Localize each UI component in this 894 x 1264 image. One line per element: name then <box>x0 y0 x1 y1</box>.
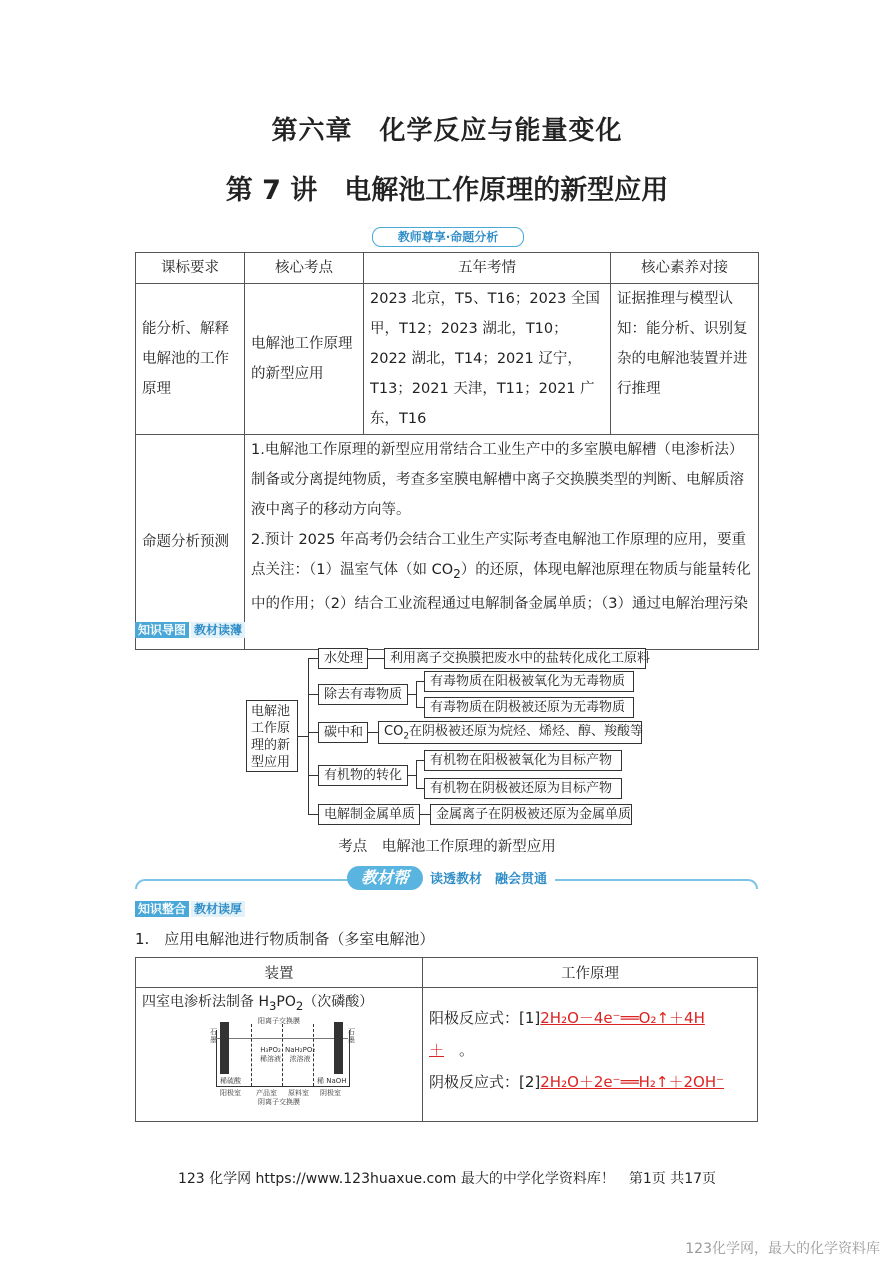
banner-text: 读透教材 融会贯通 <box>430 872 548 887</box>
anion-membrane-label: 阴离子交换膜 <box>258 1097 300 1106</box>
leaf-carbon-1: $CO_2$在阴极被还原为烷烃、烯烃、醇、羧酸等 <box>378 721 642 744</box>
teacher-badge: 教师尊享·命题分析 <box>372 227 524 247</box>
anode-solution: 稀硫酸 <box>220 1076 241 1085</box>
cathode-reaction: 阴极反应式：[2]2H₂O＋2e⁻══H₂↑＋2OH⁻ <box>429 1073 725 1091</box>
header-point: 核心考点 <box>245 253 364 284</box>
header-literacy: 核心素养对接 <box>611 253 759 284</box>
cell-exams: 2023 北京，T5、T16；2023 全国甲，T12；2023 湖北，T10；2022 湖北，T14；2021 辽宁，T13；2021 天津，T11；2021 广东，T16 <box>364 284 611 435</box>
left-electrode <box>220 1022 229 1074</box>
room-raw: 原料室 <box>288 1088 309 1097</box>
cell-device <box>136 988 423 1122</box>
membrane-2 <box>282 1024 283 1086</box>
anode-reaction: 阳极反应式：[1]2H₂O－4e⁻══O₂↑＋4H <box>429 1009 705 1027</box>
header-device: 装置 <box>136 958 423 988</box>
branch-carbon: 碳中和 <box>318 722 368 743</box>
leaf-organic-1: 有机物在阳极被氧化为目标产物 <box>424 750 622 771</box>
knowledge-integration-tag: 知识整合 教材读厚 <box>135 901 245 917</box>
cell-principle <box>423 988 758 1122</box>
section-1-title: 1. 应用电解池进行物质制备（多室电解池） <box>135 930 435 948</box>
cell-point: 电解池工作原理的新型应用 <box>245 284 364 435</box>
predict-1: 1.电解池工作原理的新型应用常结合工业生产中的多室膜电解槽（电渗析法）制备或分离提纯物质，考查多室膜电解槽中离子交换膜类型的判断、电解质溶液中离子的移动方向等。 <box>251 442 744 518</box>
branch-organic: 有机物的转化 <box>318 765 408 786</box>
cell-predict-label: 命题分析预测 <box>136 435 245 650</box>
cation-membrane-label: 阳离子交换膜 <box>258 1016 300 1025</box>
cell-req: 能分析、解释电解池的工作原理 <box>136 284 245 435</box>
kaodian-heading: 考点 电解池工作原理的新型应用 <box>338 839 556 855</box>
membrane-1 <box>251 1024 252 1086</box>
branch-toxic: 除去有毒物质 <box>318 684 408 705</box>
chapter-title: 第六章 化学反应与能量变化 <box>271 116 623 146</box>
anode-reaction-cont: ＋ 。 <box>429 1041 475 1059</box>
predict-2: 2.预计 2025 年高考仍会结合工业生产实际考查电解池工作原理的应用，要重点关注：（1）温室气体（如 $CO_2$）的还原，体现电解池原理在物质与能量转化中的作用；（2）结合工业流程通过电解制备金属单质；（3）通过电解治理污染 <box>251 532 751 612</box>
leaf-toxic-1: 有毒物质在阳极被氧化为无毒物质 <box>424 671 634 692</box>
electrolysis-cell-diagram <box>208 1016 358 1108</box>
raw-solution: NaH₂PO₂ 浓溶液 <box>285 1045 316 1063</box>
leaf-water-1: 利用离子交换膜把废水中的盐转化成化工原料 <box>384 648 646 669</box>
leaf-toxic-2: 有毒物质在阴极被还原为无毒物质 <box>424 697 634 718</box>
banner-logo: 教材帮 <box>347 866 423 890</box>
room-cathode: 阴极室 <box>320 1088 341 1097</box>
lecture-title: 第 7 讲 电解池工作原理的新型应用 <box>225 175 669 206</box>
left-electrode-label: 石墨 <box>210 1027 217 1044</box>
branch-water: 水处理 <box>318 648 368 669</box>
cathode-solution: 稀 NaOH <box>317 1076 347 1085</box>
right-electrode-label: 石墨 <box>348 1027 355 1044</box>
knowledge-map-tag: 知识导图 教材读薄 <box>135 622 245 638</box>
header-exams: 五年考情 <box>364 253 611 284</box>
room-anode: 阳极室 <box>220 1088 241 1097</box>
device-caption: 四室电渗析法制备 $H_3PO_2$（次磷酸） <box>142 994 374 1013</box>
header-principle: 工作原理 <box>423 958 758 988</box>
branch-metal: 电解制金属单质 <box>318 804 420 825</box>
cell-literacy: 证据推理与模型认知：能分析、识别复杂的电解池装置并进行推理 <box>611 284 759 435</box>
leaf-organic-2: 有机物在阴极被还原为目标产物 <box>424 778 622 799</box>
watermark: 123化学网，最大的化学资料库 <box>685 1241 880 1257</box>
leaf-metal-1: 金属离子在阴极被还原为金属单质 <box>430 804 632 825</box>
cell-predict <box>245 435 759 650</box>
room-product: 产品室 <box>256 1088 277 1097</box>
page-footer: 123 化学网 https://www.123huaxue.com 最大的中学化学资料库！ 第1页 共17页 <box>177 1171 717 1187</box>
analysis-table <box>135 252 759 650</box>
device-table <box>135 957 758 1122</box>
mindmap-root: 电解池工作原理的新型应用 <box>246 700 298 772</box>
header-req: 课标要求 <box>136 253 245 284</box>
product-solution: H₃PO₂ 稀溶液 <box>260 1045 281 1063</box>
right-electrode <box>334 1022 343 1074</box>
